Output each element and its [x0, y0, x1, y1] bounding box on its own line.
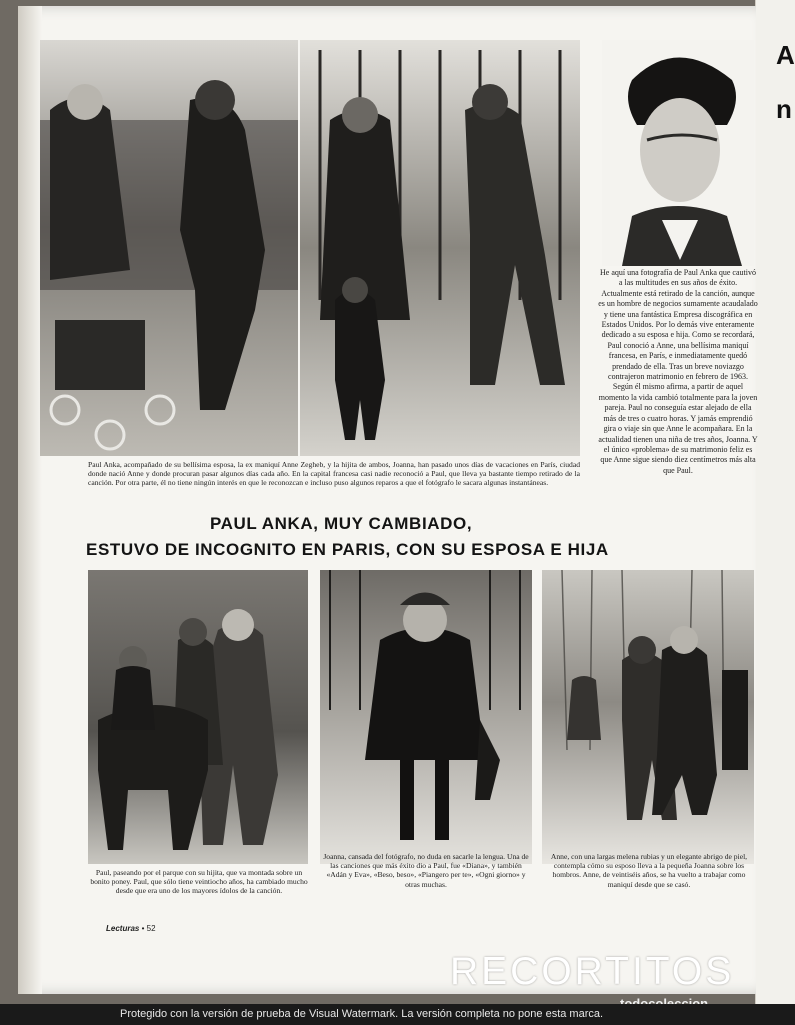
magazine-name: Lecturas [106, 924, 140, 933]
caption-bottom-right: Anne, con una largas melena rubias y un elegante abrigo de piel, contempla cómo su esposo lleva a la pequeña Joanna sobre los hombros. Anne, de veintiséis años, se ha vuelto a trabajar como maniquí desde que se casó. [550, 852, 748, 889]
photo-anne-park-image [542, 570, 754, 864]
photo-paul-portrait [602, 40, 754, 266]
caption-bottom-center: Joanna, cansada del fotógrafo, no duda en sacarle la lengua. Una de las canciones que más éxito dio a Paul, fue «Diana», y también «Adán y Eva», «Beso, beso», «Piangero per te», «Ogni giorno» y otras muchas. [323, 852, 529, 889]
photo-paul-pony [88, 570, 308, 864]
headline-line-2: ESTUVO DE INCOGNITO EN PARIS, CON SU ESPOSA E HIJA [86, 540, 609, 559]
photo-paul-stroller-image [40, 40, 298, 456]
page-spine-shadow [18, 6, 42, 994]
photo-family-walking-image [300, 40, 580, 456]
headline-line-1: PAUL ANKA, MUY CAMBIADO, [210, 514, 473, 533]
magazine-page [18, 6, 756, 994]
photo-paul-portrait-image [602, 40, 754, 266]
right-page-letter-1: A [776, 40, 795, 70]
caption-bottom-left: Paul, paseando por el parque con su hijita, que va montada sobre un bonito poney. Paul, que sólo tiene veintiocho años, ha cambiado mucho desde que era uno de los mayores ídolos de la canción. [90, 868, 308, 896]
photo-joanna-tongue-image [320, 570, 532, 864]
page-folio [106, 924, 156, 933]
right-page-letter-2: n [776, 94, 792, 124]
photo-family-walking [300, 40, 580, 456]
watermark-notice-text: Protegido con la versión de prueba de Visual Watermark. La versión completa no pone esta marca. [120, 1008, 604, 1020]
right-page-edge [755, 0, 795, 1005]
folio-bullet: • [141, 924, 145, 933]
photo-joanna-tongue [320, 570, 532, 864]
sidebar-article-text: He aquí una fotografía de Paul Anka que cautivó a las multitudes en sus años de éxito. Actualmente está retirado de la canción, aunque es un hombre de negocios sumamente acaudalado y tiene una fantástica Empresa discográfica en Estados Unidos. Por lo demás vive enteramente dedicado a su esposa e hija. Como se recordará, Paul conoció a Anne, una bellísima maniquí francesa, en París, e inmediatamente quedó prendado de ella. Tras un breve noviazgo contrajeron matrimonio en febrero de 1963. Según él mismo afirma, a partir de aquel momento la vida cambió totalmente para la joven pareja. Paul no conseguía estar alejado de ella más de tres o cuatro horas. Y jamás emprendió gira o viaje sin que Anne le acompañara. En la actualidad tienen una niña de tres años, Joanna. Y el único «problema» de su matrimonio feliz es que Anne sigue siendo diez centímetros más alta que Paul. [598, 268, 758, 475]
photo-paul-pony-image [88, 570, 308, 864]
watermark-notice-bar [0, 1004, 795, 1025]
photo-paul-stroller [40, 40, 298, 456]
page-number: 52 [146, 924, 156, 933]
watermark-brand: RECORTITOS [450, 950, 735, 993]
caption-top: Paul Anka, acompañado de su bellísima esposa, la ex maniquí Anne Zegheb, y la hijita de ambos, Joanna, han pasado unos días de vacaciones en París, ciudad donde nació Anne y donde procuran pasar algunos días cada año. En la capital francesa casi nadie reconoció a Paul, que lleva ya bastante tiempo retirado de la canción. Por otra parte, él no tiene ningún interés en que le reconozcan e incluso puso algunos reparos a que el fotógrafo le sacara algunas instantáneas. [88, 460, 580, 488]
photo-anne-park [542, 570, 754, 864]
